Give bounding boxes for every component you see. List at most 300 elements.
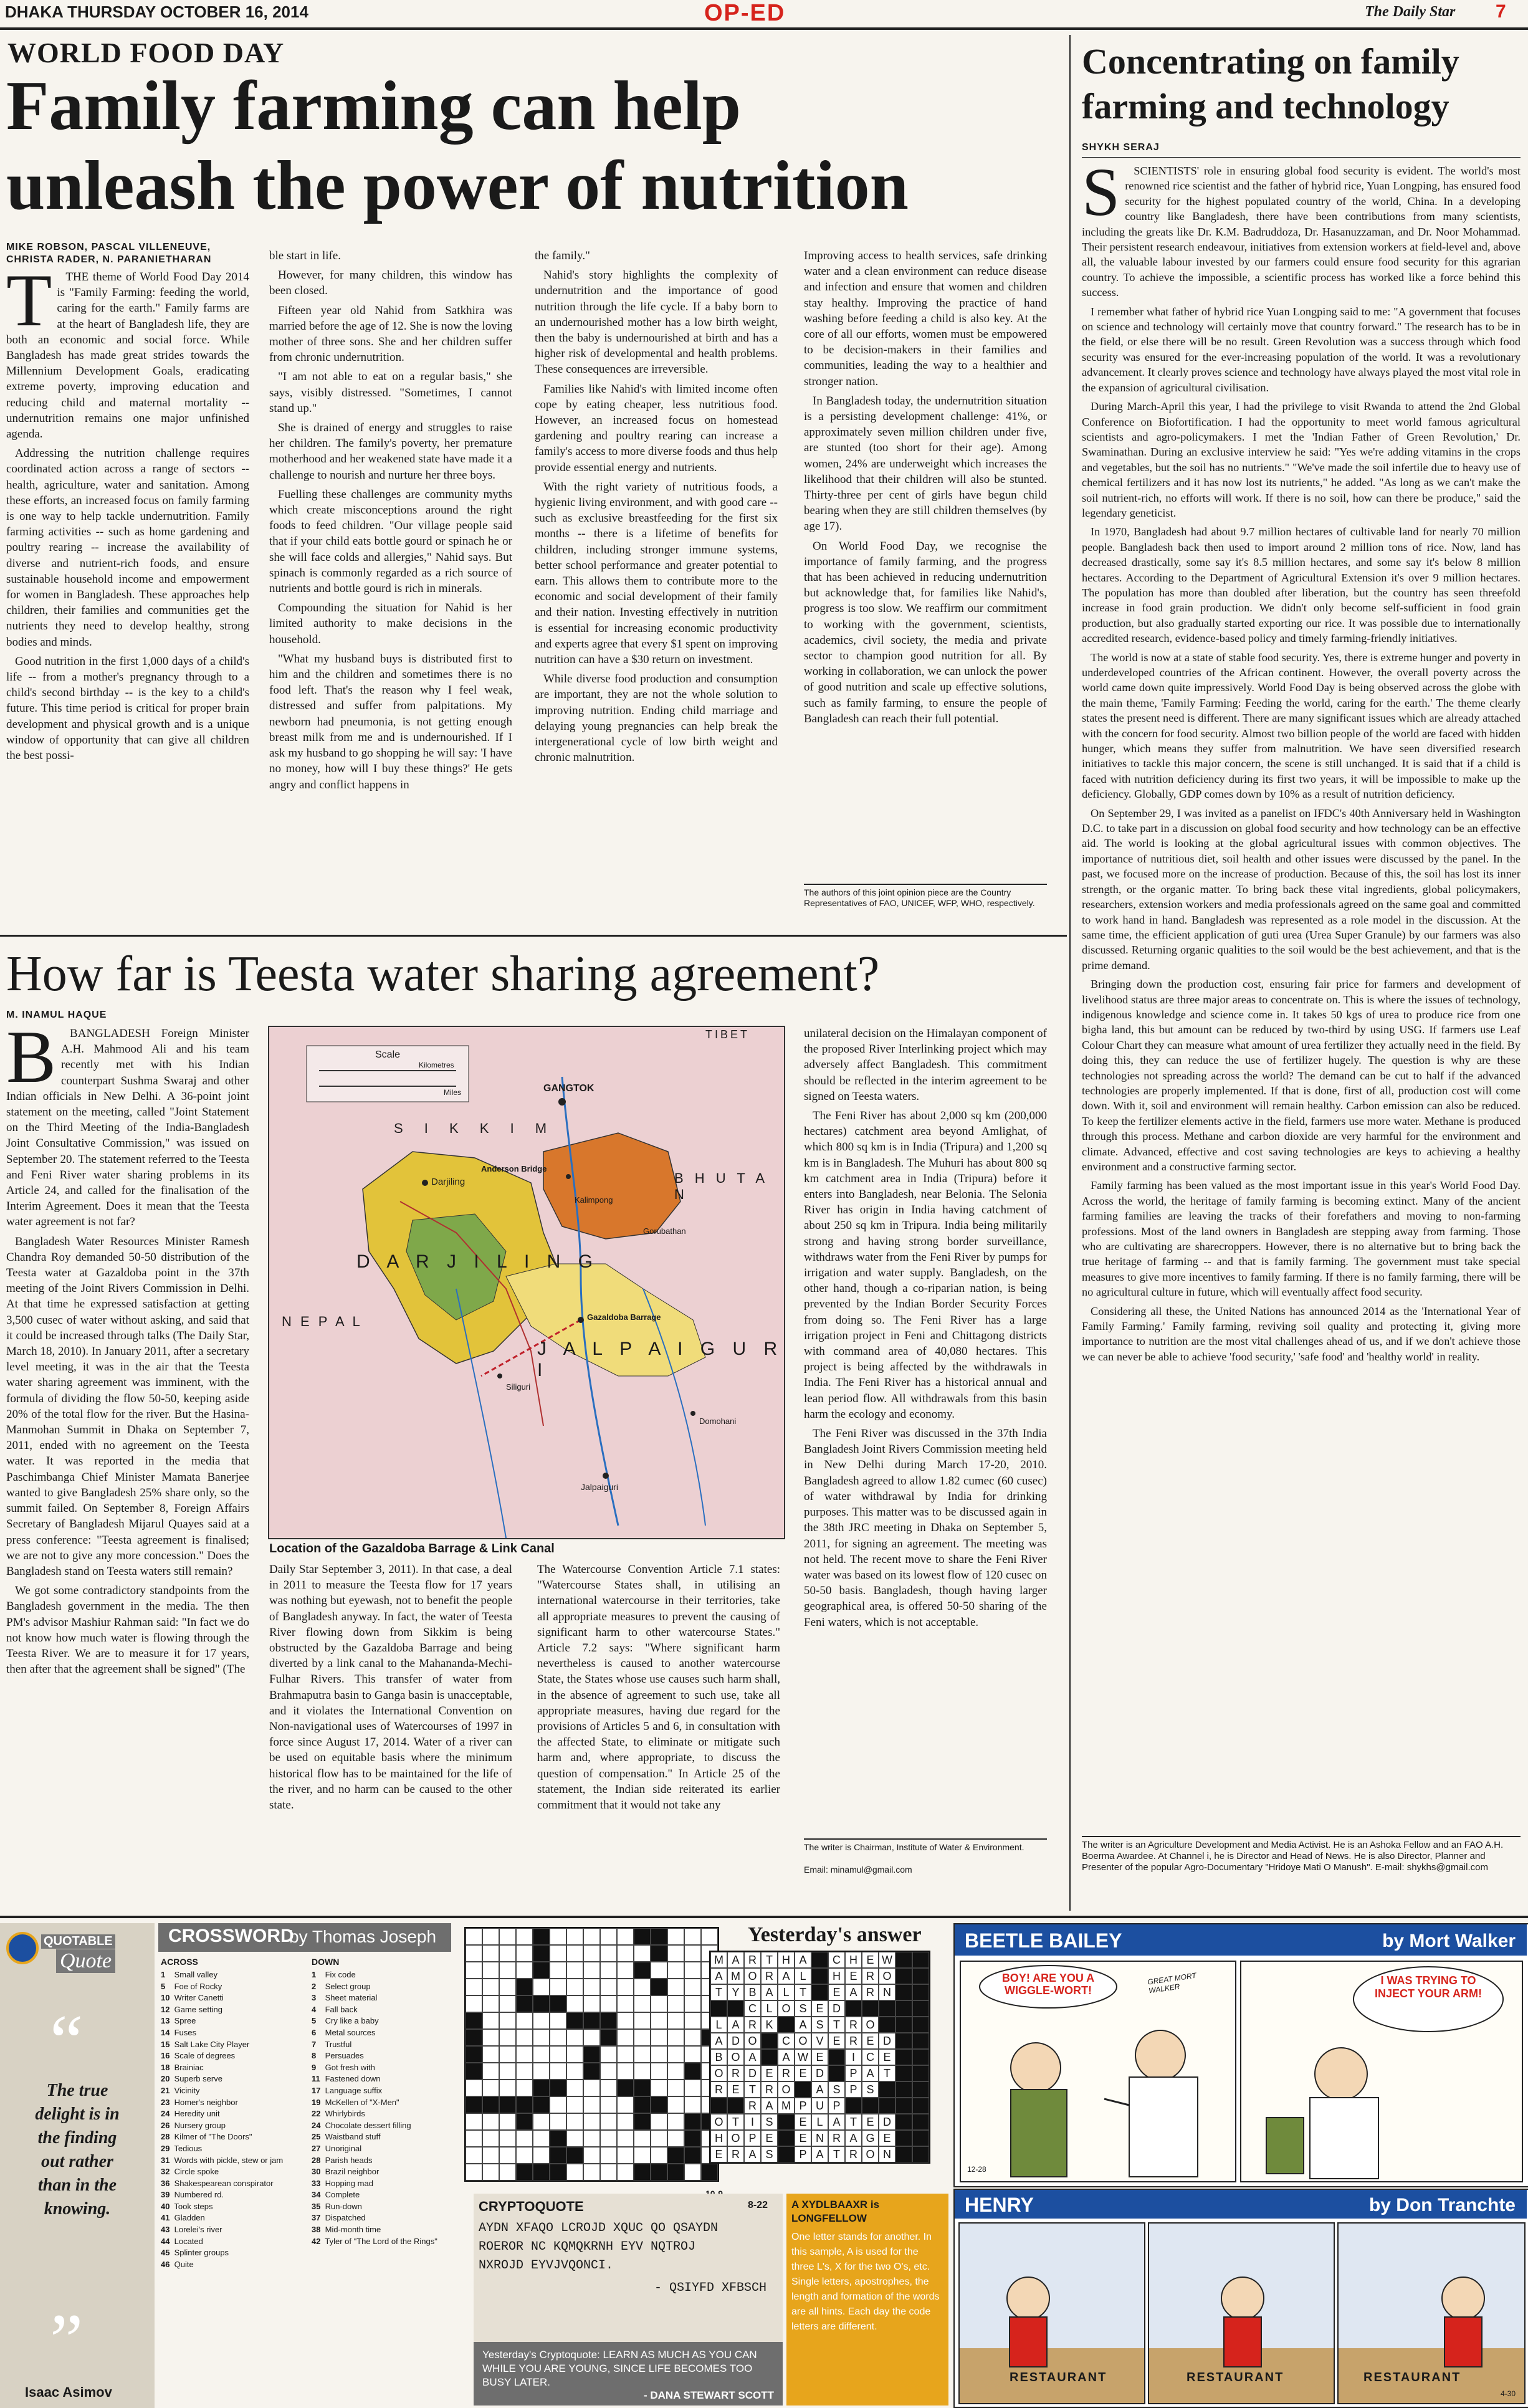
crossword-cell [466,1945,482,1962]
crossword-cell [651,1928,667,1945]
answer-cell [912,2098,929,2114]
crossword-cell [566,1928,583,1945]
answer-cell: R [744,2098,761,2114]
answer-cell: A [710,1968,727,1984]
clue: 24 Heredity unit [161,2109,220,2119]
answer-cell [912,2033,929,2049]
clue: 12 Game setting [161,2004,222,2014]
crossword-cell [566,2164,583,2181]
crossword-cell [617,2012,634,2029]
clue: 1 Small valley [161,1970,217,1979]
clue: 42 Tyler of "The Lord of the Rings" [312,2236,437,2246]
answer-cell: S [761,2114,778,2130]
quote-label-1: QUOTABLE [41,1934,115,1949]
crossword-cell [684,2046,701,2063]
answer-cell: O [879,1968,895,1984]
crossword-cell [533,1979,550,1995]
crossword-cell [600,1979,617,1995]
answer-cell [895,2114,912,2130]
crossword-cell [533,2046,550,2063]
answer-cells [709,1951,930,2164]
xydlbaaxr-text: One letter stands for another. In this sample, A is used for the three L's, X for the two O's, etc. Single letters, apostrophes, the length and formation of the words are all hints. Each day the code letters are different. [791,2232,940,2332]
henry-by: by Don Tranchte [1368,2195,1516,2215]
crossword-cell [617,1928,634,1945]
crossword-cell [684,1962,701,1979]
answer-cell [727,2000,744,2017]
crossword-cell [600,2063,617,2080]
answer-cell: H [778,1952,795,1968]
beetle-panel-1 [960,1961,1236,2182]
clue: 3 Sheet material [312,1993,378,2003]
crossword-cell [583,1979,600,1995]
cryptoquote-yesterday-author: - DANA STEWART SCOTT [643,2389,774,2401]
beetle-date: 12-28 [967,2165,986,2174]
map-nepal: N E P A L [282,1314,363,1329]
crossword-cell [516,1995,533,2012]
crossword-cell [667,2147,684,2164]
answer-cell [879,2000,895,2017]
crossword-cell [499,2080,516,2096]
map-miles-label: Miles [444,1088,462,1097]
answer-title: Yesterday's answer [748,1923,922,1946]
answer-cell: C [828,1952,845,1968]
answer-cell: P [845,2065,862,2081]
crossword-cell [516,2029,533,2046]
cryptoquote-line3: NXROJD EYVJVQONCI. [479,2258,614,2273]
henry-panel-3 [1337,2222,1526,2404]
answer-cell: N [879,2146,895,2162]
crossword-cell [617,2164,634,2181]
crossword-cell [651,2063,667,2080]
crossword-cell [600,2080,617,2096]
crossword-cell [583,2147,600,2164]
article1-headline-1: Family farming can help [6,67,742,145]
down-clues [312,1969,455,2247]
answer-cell: L [795,1968,811,1984]
article3-body: S SCIENTISTS' role in ensuring global food security is evident. The world's most renowned rice scientist and the father of hybrid rice, Yuan Longping, has ensured food security for the highest populated country of the world, China. In a developing country like Bangladesh, there have been contributions from many scientists, including the greats like Dr. K.M. Badruddoza, Dr. Hasanuzzaman, and Dr. Noor Mohammad. Their persistent research endeavour, initiatives from extension workers at field-level and, above all, the valuable labour invested by our farmers could ensure food security for this agrarian country. To achieve the impossible, a scientific process has worked like a force behind this success. I remember what father of hybrid rice Yuan Longping said to me: "A government that focuses on science and technology will certainly move that country forward." The research has to be in the field, or else there will be no result. Green Revolution was a success through which food security was ensured for the ever-increasing population of the world. It was a revolutionary advancement. It clearly proves science and technology have always played the most vital role in the expansion of agricultural civilisation. During March-April this year, I had the privilege to visit Rwanda to attend the 2nd Global Conference on Biofortification. I had the opportunity to meet world famous agricultural scientists and agro-policymakers. I met the 'Indian Father of Green Revolution,' Dr. Swaminathan. During an exclusive interview he said: "Yes we're adding vitamins in the crops and vegetables, but the soil has no nutrients." "We've made the soil infertile due to heavy use of chemical fertilizers and it has now lost its nutrients," he added. "As long as we can't make the soil nutrient-rich, no efforts will work. If there is no soil, how can there be produce," said the legendary geneticist. In 1970, Bangladesh had about 9.7 million hectares of cultivable land for nearly 70 million people. Bangladesh back then used to import around 2 million tons of rice. Now, land has decreased drastically, some say it's 8.5 million hectares, and some say it's below 8 million hectares. According to the Department of Agricultural Extension it's over 9 million hectares. The population has more than doubled after liberation, but the country has seen threefold increase in food grain production. We didn't only become self-sufficient in food grain production, but also gradually started exporting our rice. It was possible due to internationally accredited research, evidence-based policy and timely farming-friendly initiatives. The world is now at a state of stable food security. Yes, there is extreme hunger and poverty in underdeveloped countries of the African continent. However, the overall poverty across the world came down quite impressively. World Food Day is being observed across the globe with the main theme, 'Family Farming: Feeding the world, caring for the earth.' The theme clearly states the present need is different. There are many significant issues which are already attached with the concern for food security. Almost two billion people of the world are faced with hidden hunger, which means they suffer from malnutrition. We have seen diversified research initiatives to tackle this major concern, the scene is still unchanged. It is said that if a child is faced with nutrition deficiency during its first two years, it will be impossible to make up the deficiency. Globally, GDP comes down by 10% as a result of nutrition deficiency. On September 29, I was invited as a panelist on IFDC's 40th Anniversary held in Washington D.C. to take part in a discussion on global food security and how technology can be an effective aid. The world is looking at the global agricultural issues with common objectives. The importance of nutritious diet, soil health and other issues were discussed by the panel. In the past, we focused more on the increase of production. Because of this, the soil has lost its inner strength, or the organic matter. To bring back these vital ingredients, global policymakers, researchers, extension workers and media professionals agreed on the same goal and committed to work hand in hand. Bangladesh was represented as a role model in the discussion. At the same time, the efficient application of guti urea (Urea Super Granule) by our farmers was also discussed. Returning organic qualities to the soil would be the best achievement, and that is the prime demand. Bringing down the production cost, ensuring fair price for farmers and development of livelihood status are three major areas to concentrate on. This is where the issues of technology, indigenous knowledge and science come in. It takes 50 kgs of urea to produce rice from one bigha land, this but amount can be reduced by two-third by using USG. If farmers use Leaf Colour Chart they can measure what amount of urea fertilizer they actually need in the field. By doing this, they can reduce the use of fertilizer hugely. The question is why are these technologies not spreading across the world? The demand can be cut to half if the advanced technologies are properly implemented. If that is done, first of all, production cost will come down. With it, soil and environment will remain healthy. Carbon emission can also be reduced. To keep the fertilizer elements active in the field, farmers use more water. Methane is produced through this process. Methane and carbon dioxide are very harmful for the environment and climate. Advanced, effective and cost saving technologies are keys to achieving a healthy environment and a constructive farming sector. Family farming has been valued as the most important issue in this year's World Food Day. Across the world, the heritage of family farming is becoming extinct. Many of the ancient farming families are leaving the tracks of their forefathers and moving to non-farming professions. Most of the land owners in Bangladesh are stepping away from farming. Those who are cultivating are sharecroppers. However, there is no alternative but to bring back the true heritage of farming -- and that is family farming. The government must take special measures to give more incentives to family farming. If there is no family farming, there will be no agricultural culture in future, which will eventually affect food security. Considering all these, the United Nations has announced 2014 as the 'International Year of Family Farming.' Family farming, reviving soil quality and protecting it, giving more importance to nutrition are the most vital challenges ahead of us, and if we don't achieve those we can never be able to achieve 'food security,' 'safe food' and 'healthy world' in reality. [1082,163,1521,1363]
crossword-cell [617,2063,634,2080]
down-title: DOWN [312,1957,340,1967]
answer-cell: R [727,2065,744,2081]
answer-cell: R [727,2146,744,2162]
crossword-cell [533,2080,550,2096]
crossword-cell [667,2096,684,2113]
clue: 43 Lorelei's river [161,2225,222,2235]
answer-cell: E [761,2065,778,2081]
crossword-cell [516,1979,533,1995]
xydlbaaxr-box [786,2194,948,2406]
answer-cell: A [727,2017,744,2033]
article2-col1: B BANGLADESH Foreign Minister A.H. Mahmood Ali and his team recently met with his Indian counterpart Sushma Swaraj and other Indian officials in New Delhi. A 36-point joint statement on the meeting, called "Joint Statement on the Third Meeting of the India-Bangladesh Joint Consultative Commission," was issued on September 20. The statement referred to the Teesta and Feni River water sharing problems in its Article 24, and called for the finalisation of the Interim Agreement. Does it mean that the Teesta water agreement is not far? Bangladesh Water Resources Minister Ramesh Chandra Roy demanded 50-50 distribution of the Teesta water at Gazaldoba point in the 37th meeting of the Joint Rivers Commission in Delhi. At that time he expressed satisfaction at getting 3,500 cusec of water without asking, and said that it could be increased through talks (The Daily Star, March 18, 2010). In January 2011, after a secretary level meeting, it was in the air that the Teesta water sharing agreement was imminent, with the formula of dividing the flow 50-50, keeping aside 20% of the total flow for the river. But the Hasina-Manmohan Summit in Dhaka on September 7, 2011, ended with no agreement on the Teesta water. It was reported in the media that Paschimbanga Chief Minister Mamata Banerjee wanted to give Bangladesh 25% share only, so the summit failed. On September 8, Foreign Affairs Secretary of Bangladesh Mijarul Quayes said at a press conference: "Teesta agreement is finalised; we are not to give any more concession." Does the Bangladesh stand on Teesta waters still remain? We got some contradictory standpoints from the Bangladesh government in the media. The then PM's advisor Mashiur Rahman said: "In fact we do not know how much water is flowing through the Teesta River. We are to measure it for 17 years, then after that the agreement shall be signed" (The [6,1026,249,1676]
clue: 46 Quite [161,2259,194,2269]
crossword-cell [684,2130,701,2147]
clue: 41 Gladden [161,2213,205,2223]
crossword-cell [499,1945,516,1962]
crossword-cell [499,1962,516,1979]
clue: 26 Nursery group [161,2120,226,2130]
beetle-sign: GREAT MORT WALKER [1147,1971,1197,1995]
crossword-cell [482,2113,499,2130]
crossword-cell [600,2164,617,2181]
quote-label-2: Quote [56,1949,115,1973]
clue: 39 Numbered rd. [161,2190,224,2200]
crossword-cell [617,2046,634,2063]
map-gangtok: GANGTOK [543,1083,594,1094]
crossword-cell [617,2080,634,2096]
clue: 34 Complete [312,2190,360,2200]
clue: 7 Trustful [312,2039,352,2049]
answer-cell: A [811,2146,828,2162]
crossword-cell [499,2012,516,2029]
crossword-cell [516,2113,533,2130]
crossword-cell [667,1979,684,1995]
clue: 6 Metal sources [312,2027,376,2037]
quote-author: Isaac Asimov [25,2384,112,2400]
clue: 18 Brainiac [161,2062,204,2072]
clue: 27 Unoriginal [312,2143,362,2153]
crossword-cell [482,2164,499,2181]
crossword-cell [499,2046,516,2063]
answer-cell [912,2065,929,2081]
map-siliguri: Siliguri [506,1382,531,1392]
answer-cell: A [778,2049,795,2065]
answer-cell [778,2114,795,2130]
answer-cell: B [710,2049,727,2065]
crossword-cell [550,2164,566,2181]
answer-cell: A [795,1952,811,1968]
crossword-cell [466,2113,482,2130]
answer-cell: E [761,2130,778,2146]
article2-col2: Daily Star September 3, 2011). In that case, a deal in 2011 to measure the Teesta flow for 17 years was nothing but eyewash, not to benefit the people of Bangladesh anyway. In fact, the water of Teesta River flowing down from Sikkim is being obstructed by the Gazaldoba Barrage and being diverted by a link canal to the Mahananda-Mechi-Fulhar Rivers. This transfer of water from Brahmaputra basin to Ganga basin is unacceptable, and it violates the International Convention on Non-navigational uses of Watercourses of 1997 in force since August 17, 2014. Water of a river can be used on equitable basis where the minimum historical flow has to be maintained for the life of the river, and no harm can be caused to the other state. [269,1563,512,1812]
crossword-cell [651,2029,667,2046]
answer-cell: C [862,2049,879,2065]
answer-cell: P [795,2146,811,2162]
crossword-cell [701,2164,718,2181]
answer-cell: R [845,2017,862,2033]
crossword-cell [634,2046,651,2063]
crossword-cell [533,2147,550,2164]
answer-cell [710,2098,727,2114]
crossword-cell [550,2029,566,2046]
answer-cell: D [727,2033,744,2049]
answer-cell: G [862,2130,879,2146]
crossword-cell [667,1962,684,1979]
article3-headline-2: farming and technology [1082,86,1449,127]
crossword-cell [600,2012,617,2029]
clue: 28 Kilmer of "The Doors" [161,2132,252,2142]
crossword-cell [533,2012,550,2029]
xydlbaaxr-title: A XYDLBAAXR is [791,2199,880,2210]
crossword-cell [466,2164,482,2181]
crossword-cell [583,2012,600,2029]
answer-cell: E [795,2065,811,2081]
crossword-cell [634,2147,651,2164]
crossword-cell [550,2046,566,2063]
crossword-by: by Thomas Joseph [289,1927,437,1946]
answer-cell [795,2081,811,2098]
article1-headline-2: unleash the power of nutrition [6,147,909,224]
map-tibet: TIBET [705,1028,750,1041]
clue: 38 Mid-month time [312,2225,381,2235]
crossword-cell [533,1995,550,2012]
crossword-cell [516,2063,533,2080]
answer-cell: R [828,2130,845,2146]
crossword-cell [516,2130,533,2147]
clue: 11 Fastened down [312,2074,381,2084]
answer-cell: O [862,2017,879,2033]
answer-cell: R [744,2017,761,2033]
answer-cell [895,2017,912,2033]
answer-cell: O [727,2049,744,2065]
article1-bottom-rule [0,935,1067,937]
crossword-cell [550,2096,566,2113]
answer-cell: N [879,1984,895,2000]
answer-cell: I [744,2114,761,2130]
beetle-by: by Mort Walker [1382,1931,1516,1951]
clue: 35 Run-down [312,2201,362,2211]
crossword-cell [482,2147,499,2164]
article2-col4: unilateral decision on the Himalayan component of the proposed River Interlinking project which may adversely affect Bangladesh. This commitment should be reflected in the interim agreement to be signed on Teesta waters. The Feni River has about 2,000 sq km (200,000 hectares) catchment area beyond Amlighat, of which 800 sq km is in India (Tripura) and 1,200 sq km is in Bangladesh. The Muhuri has about 800 sq km catchment area in India (Tripura) before it enters into Bangladesh, near Belonia. The Selonia River has origin in India having catchment of about 250 sq km in Tripura. India being militarily strong and having strong border surveillance, withdraws water from the Feni River by pumps for irrigation and water supply. Bangladesh, on the other hand, though a co-riparian nation, is being prevented by the Indian Border Security Forces from doing so. The Feni River has a large irrigation project in Feni and Chittagong districts with command area of 40,080 hectares. This project is being affected by the withdrawals in India. The Feni River has a historical annual and lean period flow. All withdrawals from this basin harm the ecology and economy. The Feni River was discussed in the 37th India Bangladesh Joint Rivers Commission meeting held in New Delhi during March 17-20, 2010. Bangladesh agreed to allow 1.82 cumec (60 cusec) of water withdrawal by India for drinking purposes. This matter was to be discussed again in the 38th JRC meeting in Dhaka on September 5, 2011, for signing an agreement. The meeting was not held. The recent move to share the Feni River water was based on its lowest flow of 120 cusec on 50-50 basis. Bangladesh, though having larger geographical area, is offered 50-50 sharing of the Feni waters, which is not acceptable. [804,1027,1047,1629]
crossword-cell [667,2080,684,2096]
crossword-cell [482,2130,499,2147]
answer-cell: E [862,1952,879,1968]
crossword-cells [464,1927,719,2182]
answer-cell: D [828,2000,845,2017]
answer-cell: W [879,1952,895,1968]
crossword-cell [499,2147,516,2164]
beetle-balloon-2: I WAS TRYING TO INJECT YOUR ARM! [1374,1974,1482,2000]
article1-footnote: The authors of this joint opinion piece are the Country Representatives of FAO, UNICEF, WFP, WHO, respectively. [804,887,1035,908]
answer-cell: L [778,1984,795,2000]
section-label: OP-ED [704,0,786,26]
beetle-balloon-1: BOY! ARE YOU A WIGGLE-WORT! [1001,1972,1095,1997]
clue: 23 Homer's neighbor [161,2097,238,2107]
clue: 14 Fuses [161,2027,197,2037]
answer-cell [912,2017,929,2033]
clue: 15 Salt Lake City Player [161,2039,250,2049]
crossword-cell [533,2130,550,2147]
answer-cell: A [778,1968,795,1984]
crossword-cell [684,2164,701,2181]
crossword-cell [600,2130,617,2147]
map-darjiling: D A R J I L I N G [356,1251,599,1272]
crossword-cell [684,1928,701,1945]
cryptoquote-title: CRYPTOQUOTE [479,2199,584,2214]
crossword-cell [550,2080,566,2096]
crossword-cell [482,2063,499,2080]
cryptoquote-code: 8-22 [748,2200,768,2210]
crossword-cell [701,1928,718,1945]
crossword-cell [667,2113,684,2130]
crossword-cell [667,1945,684,1962]
answer-cell: R [862,1984,879,2000]
answer-cell: R [744,1952,761,1968]
answer-cell: E [727,2081,744,2098]
crossword-cell [499,2130,516,2147]
clue: 28 Parish heads [312,2155,373,2165]
clue: 13 Spree [161,2016,196,2026]
map-jalpaiguri: J A L P A I G U R I [537,1339,784,1380]
across-clues [161,1969,304,2270]
answer-cell: A [845,2130,862,2146]
clue: 4 Fall back [312,2004,358,2014]
crossword-cell [533,2164,550,2181]
answer-cell [811,1968,828,1984]
answer-cell [895,1984,912,2000]
crossword-cell [651,1962,667,1979]
crossword-cell [466,2063,482,2080]
clue: 2 Select group [312,1981,371,1991]
crossword-cell [566,2012,583,2029]
article1-col3: the family." Nahid's story highlights the complexity of undernutrition and the importance of good nutrition through the life cycle. If a baby born to an undernourished mother has a low birth weight, then the baby is undernourished at birth and has a higher risk of developmental and health problems. These consequences are irreversible. Families like Nahid's with limited income often cope by eating cheaper, less nutritious food. However, an increased focus on homestead gardening and poultry rearing can increase a family's access to more diverse foods and thus help provide essential energy and nutrients. With the right variety of nutritious foods, a hygienic living environment, and with good care -- such as exclusive breastfeeding for the first six months -- there is a lifetime of benefits for children, including stronger immune systems, better school performance and greater potential to earn. This allows them to contribute more to the economic and social development of their family and their nation. Investing effectively in nutrition is essential for increasing economic productivity and experts agree that every $1 spent on improving nutrition can have a $30 return on investment. While diverse food production and consumption are important, they are not the whole solution to improving nutrition. Ending child marriage and delaying young pregnancies can help break the intergenerational cycle of low birth weight and chronic malnutrition. [535,249,778,765]
crossword-cell [684,2063,701,2080]
crossword-cell [566,2080,583,2096]
answer-cell: B [744,1984,761,2000]
answer-cell: M [778,2098,795,2114]
crossword-cell [499,2063,516,2080]
answer-cell: O [862,2146,879,2162]
answer-cell: K [761,2017,778,2033]
answer-cell [761,2049,778,2065]
clue: 20 Superb serve [161,2074,222,2084]
crossword-cell [516,2046,533,2063]
crossword-cell [566,2147,583,2164]
crossword-cell [550,2147,566,2164]
answer-cell [912,1968,929,1984]
henry-title: HENRY [965,2194,1034,2216]
crossword-cell [634,1995,651,2012]
crossword-cell [566,1995,583,2012]
answer-cell: D [744,2065,761,2081]
crossword-cell [617,2096,634,2113]
answer-cell: U [811,2098,828,2114]
crossword-cell [651,1945,667,1962]
answer-cell [895,2000,912,2017]
crossword-cell [617,2130,634,2147]
crossword-header [158,1923,451,1952]
crossword-cell [533,2029,550,2046]
answer-cell [895,2065,912,2081]
column-divider [1069,35,1071,1911]
answer-cell: T [828,2017,845,2033]
crossword-cell [499,2113,516,2130]
crossword-cell [533,2113,550,2130]
answer-cell: P [845,2081,862,2098]
answer-cell: R [862,1968,879,1984]
map-anderson: Anderson Bridge [481,1164,547,1173]
across-title: ACROSS [161,1957,198,1967]
answer-cell: R [845,2146,862,2162]
answer-cell [895,2130,912,2146]
answer-cell: A [710,2033,727,2049]
crossword-cell [651,2080,667,2096]
crossword-cell [566,2063,583,2080]
henry-sign-1: RESTAURANT [1010,2371,1107,2384]
crossword-cell [516,2080,533,2096]
clue: 29 Tedious [161,2143,203,2153]
answer-cell: R [710,2081,727,2098]
crossword-cell [634,2096,651,2113]
answer-cell: O [727,2130,744,2146]
crossword-cell [617,1979,634,1995]
clue: 17 Language suffix [312,2085,383,2095]
crossword-cell [499,2164,516,2181]
article2-col3: The Watercourse Convention Article 7.1 states: "Watercourse States shall, in utilising an international watercourse in their territories, take all appropriate measures to prevent the causing of significant harm to other watercourse States." Article 7.2 says: "Where significant harm nevertheless is caused to another watercourse State, the States whose use causes such harm shall, in the absence of agreement to such use, take all appropriate measures, having due regard for the provisions of Articles 5 and 6, in consultation with the affected State, to eliminate or mitigate such harm and, where appropriate, to discuss the question of compensation." In Article 25 of the statement, the Indian side reiterated its earlier commitment that it would not take any [537,1563,780,1812]
crossword-cell [516,1928,533,1945]
answer-cell [778,2130,795,2146]
masthead-date: DHAKA THURSDAY OCTOBER 16, 2014 [5,2,308,21]
clue: 5 Cry like a baby [312,2016,379,2026]
answer-cell [778,2017,795,2033]
answer-cell: H [710,2130,727,2146]
answer-cell: S [811,2017,828,2033]
crossword-cell [600,2046,617,2063]
answer-cell [912,2049,929,2065]
masthead-rule [0,27,1528,30]
crossword-cell [466,2080,482,2096]
article2-email: Email: minamul@gmail.com [804,1865,912,1875]
answer-cell: E [811,2049,828,2065]
answer-cell [879,2098,895,2114]
clue: 45 Splinter groups [161,2248,229,2258]
crossword-cell [583,2164,600,2181]
map-gorubathan: Gorubathan [643,1226,686,1236]
quote-text: The true delight is in the finding out rather than in the knowing. [35,2081,120,2219]
dropcap-s: S [1082,163,1120,230]
crossword-cell [600,1945,617,1962]
answer-cell: C [778,2033,795,2049]
map-gazaldoba: Gazaldoba Barrage [587,1312,661,1322]
crossword-cell [499,2029,516,2046]
crossword-cell [634,2029,651,2046]
page-number: 7 [1496,1,1506,22]
article3-byline: SHYKH SERAJ [1082,142,1160,153]
answer-cell: T [710,1984,727,2000]
crossword-cell [600,1995,617,2012]
crossword-cell [634,2012,651,2029]
article2-headline: How far is Teesta water sharing agreement? [6,947,880,1001]
map-darjiling-town: Darjiling [431,1177,466,1187]
crossword-cell [482,1928,499,1945]
crossword-cell [667,1995,684,2012]
crossword-cell [634,1979,651,1995]
henry-panel-2 [1148,2222,1335,2404]
clue: 16 Scale of degrees [161,2051,236,2061]
answer-cell: I [845,2049,862,2065]
answer-cell: D [879,2033,895,2049]
crossword-cell [684,1979,701,1995]
quote-close-mark: ” [50,2298,84,2381]
clue: 32 Circle spoke [161,2167,219,2177]
henry-date: 4-30 [1501,2389,1516,2398]
crossword-cell [550,1962,566,1979]
crossword-cell [684,2012,701,2029]
answer-cell [912,1952,929,1968]
answer-cell: A [761,1984,778,2000]
answer-cell [912,2130,929,2146]
article2-footnote: The writer is Chairman, Institute of Water & Environment. [804,1842,1024,1852]
crossword-cell [651,2046,667,2063]
answer-cell: E [862,2033,879,2049]
answer-cell [845,2098,862,2114]
crossword-cell [499,1928,516,1945]
article1-byline-1: MIKE ROBSON, PASCAL VILLENEUVE, [6,242,211,252]
crossword-cell [516,1945,533,1962]
quote-open-mark: “ [50,1999,84,2082]
crossword-cell [550,2012,566,2029]
crossword-cell [617,2029,634,2046]
crossword-cell [482,1979,499,1995]
